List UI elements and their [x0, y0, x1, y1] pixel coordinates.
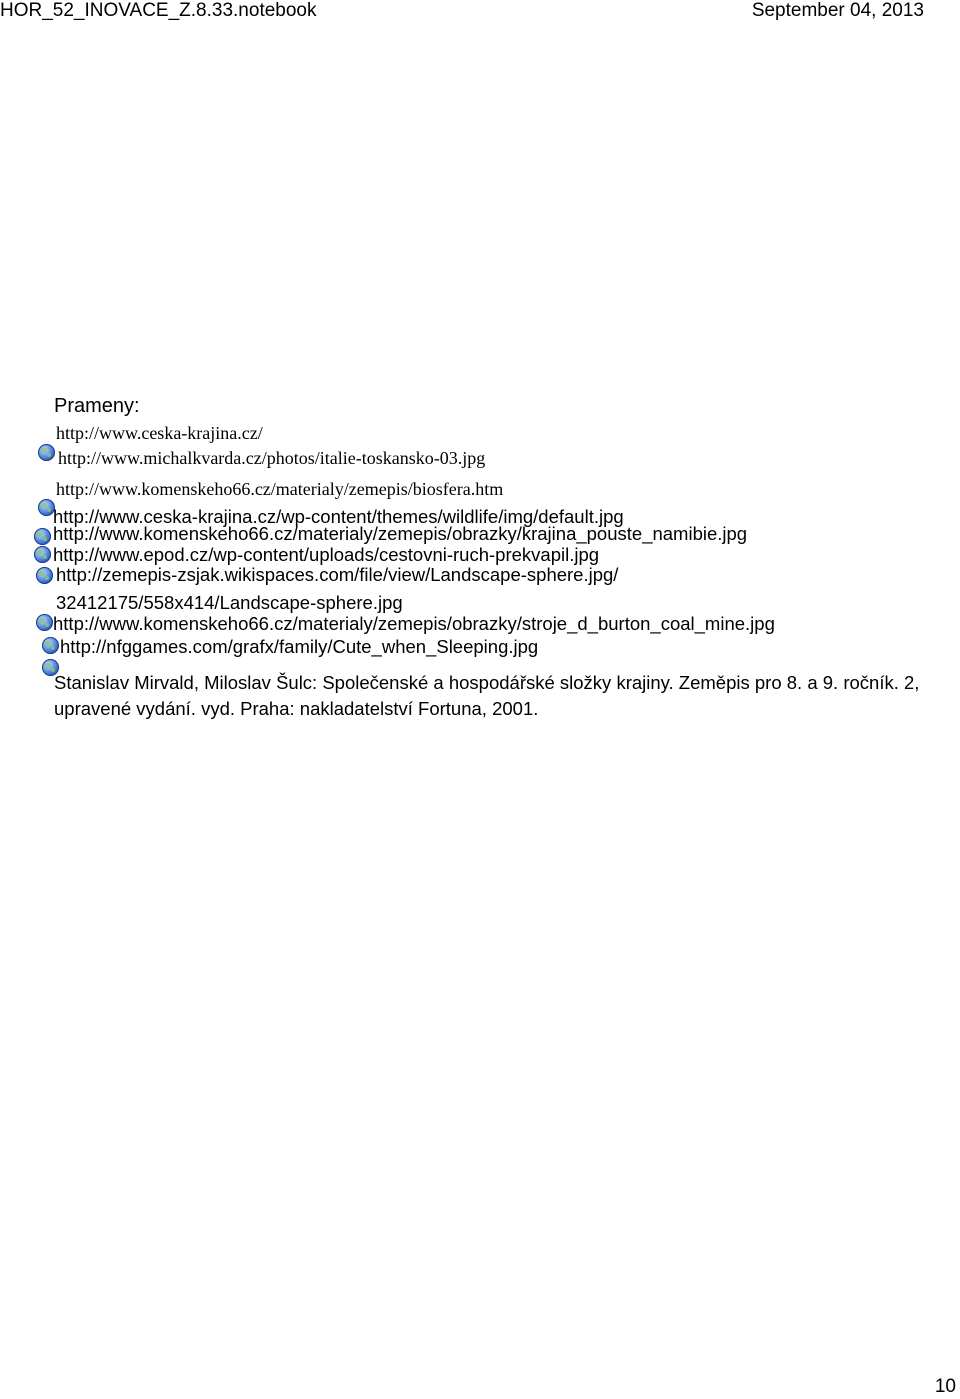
sources-heading: Prameny: [54, 395, 140, 417]
source-link[interactable]: http://www.ceska-krajina.cz/ [56, 423, 263, 443]
globe-icon[interactable] [42, 637, 59, 654]
page-date: September 04, 2013 [751, 0, 924, 21]
notebook-filename: HOR_52_INOVACE_Z.8.33.notebook [0, 0, 317, 21]
source-link[interactable]: 32412175/558x414/Landscape-sphere.jpg [56, 592, 403, 613]
source-link[interactable]: http://nfggames.com/grafx/family/Cute_when_Sleeping.jpg [60, 636, 539, 657]
globe-icon[interactable] [38, 444, 55, 461]
globe-icon[interactable] [34, 528, 51, 545]
source-link[interactable]: http://www.komenskeho66.cz/materialy/zemepis/biosfera.htm [56, 479, 504, 499]
source-link[interactable]: http://www.michalkvarda.cz/photos/italie-toskansko-03.jpg [58, 448, 486, 468]
source-link[interactable]: http://zemepis-zsjak.wikispaces.com/file/view/Landscape-sphere.jpg/ [56, 564, 619, 585]
globe-icon[interactable] [36, 567, 53, 584]
globe-icon[interactable] [36, 614, 53, 631]
source-link[interactable]: http://www.komenskeho66.cz/materialy/zemepis/obrazky/stroje_d_burton_coal_mine.jpg [53, 613, 775, 634]
source-link[interactable]: http://www.epod.cz/wp-content/uploads/cestovni-ruch-prekvapil.jpg [53, 544, 600, 565]
source-link[interactable]: http://www.komenskeho66.cz/materialy/zemepis/obrazky/krajina_pouste_namibie.jpg [53, 523, 748, 544]
book-citation: Stanislav Mirvald, Miloslav Šulc: Společenské a hospodářské složky krajiny. Zeměpis pro 8. a 9. ročník. 2, upravené vydání. vyd. Praha: nakladatelství Fortuna, 2001. [54, 672, 920, 719]
globe-icon[interactable] [34, 546, 51, 563]
source-link[interactable]: http://www.ceska-krajina.cz/wp-content/themes/wildlife/img/default.jpg [53, 506, 624, 527]
page-number: 10 [934, 1376, 956, 1397]
